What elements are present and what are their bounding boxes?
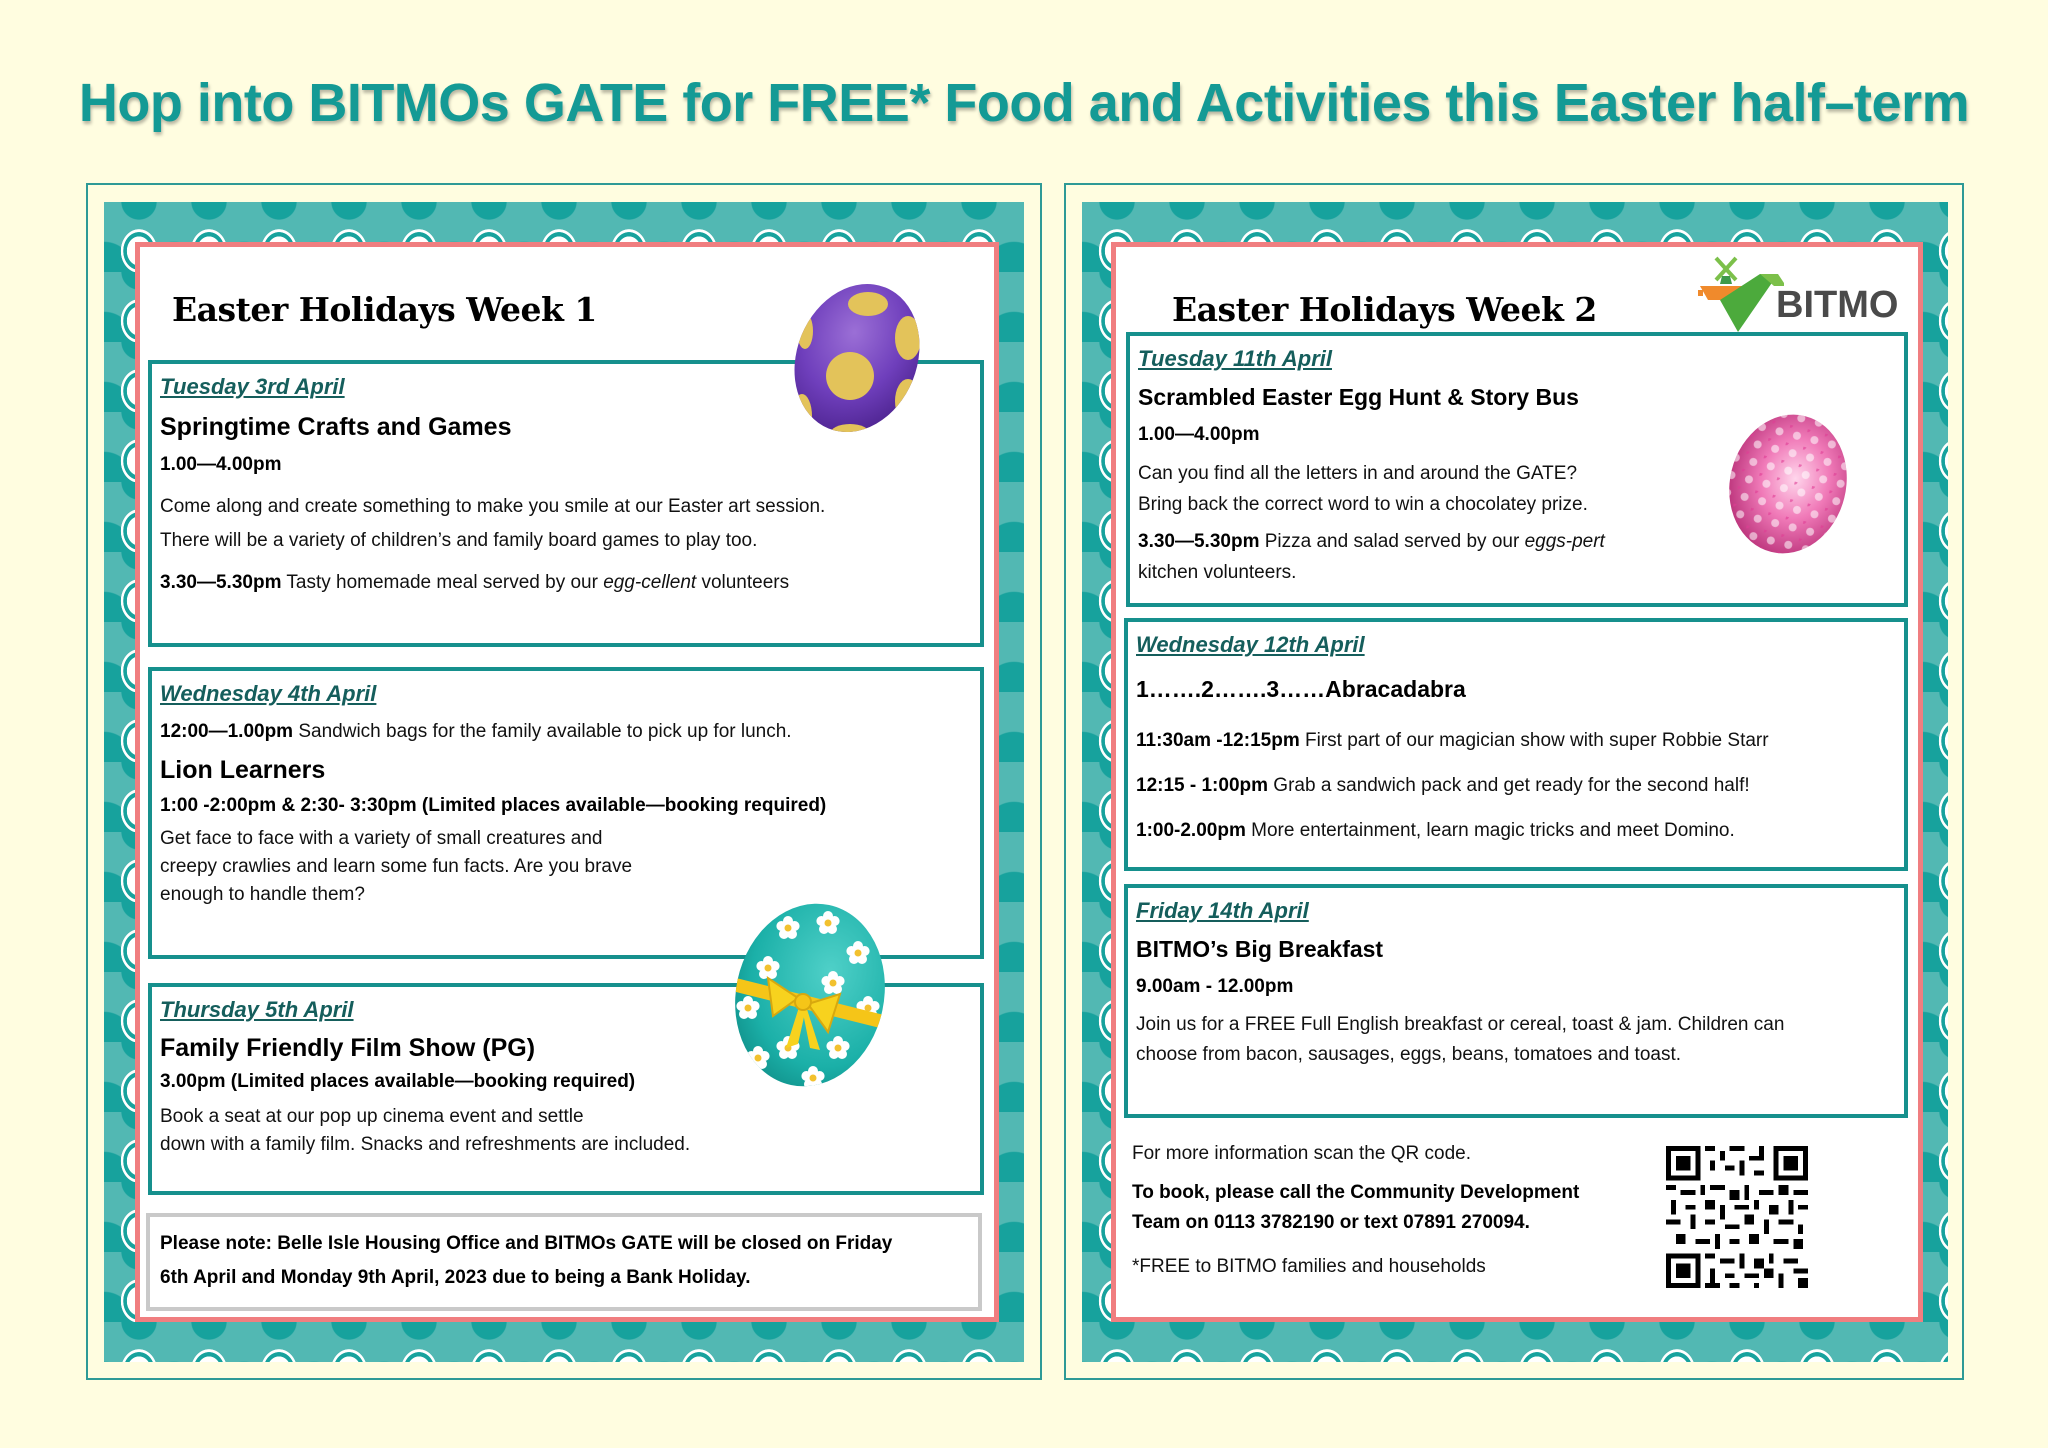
event-title: Family Friendly Film Show (PG): [160, 1034, 536, 1062]
event-description: down with a family film. Snacks and refreshments are included.: [160, 1134, 691, 1155]
meal-text-italic: eggs-pert: [1524, 531, 1605, 552]
meal-time: 3.30—5.30pm: [160, 572, 282, 593]
event-description: Come along and create something to make you smile at our Easter art session.: [160, 496, 826, 517]
week1-title: Easter Holidays Week 1: [172, 290, 597, 329]
slot-text: First part of our magician show with super Robbie Starr: [1299, 730, 1769, 751]
slot-time: 1:00-2.00pm: [1136, 820, 1246, 841]
meal-text: volunteers: [696, 572, 790, 593]
event-date: Wednesday 4th April: [160, 681, 377, 706]
note-line: 6th April and Monday 9th April, 2023 due to being a Bank Holiday.: [160, 1267, 751, 1288]
note-line: Please note: Belle Isle Housing Office and BITMOs GATE will be closed on Friday: [160, 1233, 893, 1254]
event-description: Can you find all the letters in and around the GATE?: [1138, 463, 1578, 484]
event-description: creepy crawlies and learn some fun facts. Are you brave: [160, 856, 633, 877]
bitmo-logo-text: BITMO: [1776, 284, 1899, 326]
event-title: Springtime Crafts and Games: [160, 413, 512, 441]
lunch-text: Sandwich bags for the family available to pick up for lunch.: [293, 721, 792, 742]
event-time: 1.00—4.00pm: [160, 454, 282, 475]
event-description: Bring back the correct word to win a chocolatey prize.: [1138, 494, 1588, 515]
week2-event-wednesday: [1124, 618, 1908, 871]
week2-title: Easter Holidays Week 2: [1172, 290, 1597, 329]
lunch-time: 12:00—1.00pm: [160, 721, 294, 742]
week1-closure-note: [146, 1213, 982, 1311]
page-headline: Hop into BITMOs GATE for FREE* Food and Activities this Easter half–term: [78, 73, 1970, 133]
event-date: Tuesday 3rd April: [160, 374, 345, 399]
event-date: Tuesday 11th April: [1138, 346, 1332, 371]
event-time: 9.00am - 12.00pm: [1136, 976, 1294, 997]
purple-spotted-egg-icon: [790, 276, 924, 436]
event-meal-line: [160, 568, 972, 598]
slot-text: Grab a sandwich pack and get ready for the second half!: [1268, 775, 1750, 796]
meal-text: Pizza and salad served by our: [1259, 531, 1525, 552]
event-time: 3.00pm (Limited places available—booking required): [160, 1071, 636, 1092]
event-date: Thursday 5th April: [160, 997, 354, 1022]
event-description: choose from bacon, sausages, eggs, beans, tomatoes and toast.: [1136, 1044, 1682, 1065]
event-title: Lion Learners: [160, 756, 326, 784]
pink-patterned-egg-icon: [1722, 408, 1854, 558]
qr-code-icon[interactable]: [1666, 1146, 1808, 1288]
event-description: There will be a variety of children’s and family board games to play too.: [160, 530, 758, 551]
week2-event-friday: [1124, 884, 1908, 1118]
meal-text-italic: egg-cellent: [603, 572, 697, 593]
slot-text: More entertainment, learn magic tricks and meet Domino.: [1245, 820, 1735, 841]
qr-info-text: For more information scan the QR code.: [1132, 1143, 1471, 1164]
week2-contact-info: [1132, 1139, 1672, 1282]
bitmo-logo: [1694, 254, 1899, 334]
slot-time: 11:30am -12:15pm: [1136, 730, 1300, 751]
event-date: Friday 14th April: [1136, 898, 1309, 923]
event-description: Book a seat at our pop up cinema event and settle: [160, 1106, 584, 1127]
event-lunch-line: [160, 717, 972, 747]
bitmo-windmill-house-icon: [1694, 254, 1784, 334]
schedule-slot: [1136, 808, 1896, 853]
schedule-slot: [1136, 718, 1896, 763]
event-time: 1.00—4.00pm: [1138, 424, 1260, 445]
event-title: BITMO’s Big Breakfast: [1136, 936, 1384, 962]
schedule-slot: [1136, 763, 1896, 808]
event-title: 1…….2…….3……Abracadabra: [1136, 676, 1466, 702]
free-footnote: *FREE to BITMO families and households: [1132, 1256, 1486, 1277]
event-description: Join us for a FREE Full English breakfast or cereal, toast & jam. Children can: [1136, 1014, 1785, 1035]
event-time: 1:00 -2:00pm & 2:30- 3:30pm (Limited places available—booking required): [160, 795, 827, 816]
event-title: Scrambled Easter Egg Hunt & Story Bus: [1138, 384, 1579, 410]
event-description: Get face to face with a variety of small creatures and: [160, 828, 603, 849]
teal-flower-egg-icon: [728, 898, 888, 1088]
slot-time: 12:15 - 1:00pm: [1136, 775, 1269, 796]
event-description: enough to handle them?: [160, 884, 365, 905]
meal-time: 3.30—5.30pm: [1138, 531, 1260, 552]
booking-line: To book, please call the Community Development: [1132, 1182, 1580, 1203]
event-date: Wednesday 12th April: [1136, 632, 1365, 657]
meal-text: kitchen volunteers.: [1138, 562, 1297, 583]
meal-text: Tasty homemade meal served by our: [281, 572, 604, 593]
booking-line: Team on 0113 3782190 or text 07891 270094.: [1132, 1212, 1530, 1233]
